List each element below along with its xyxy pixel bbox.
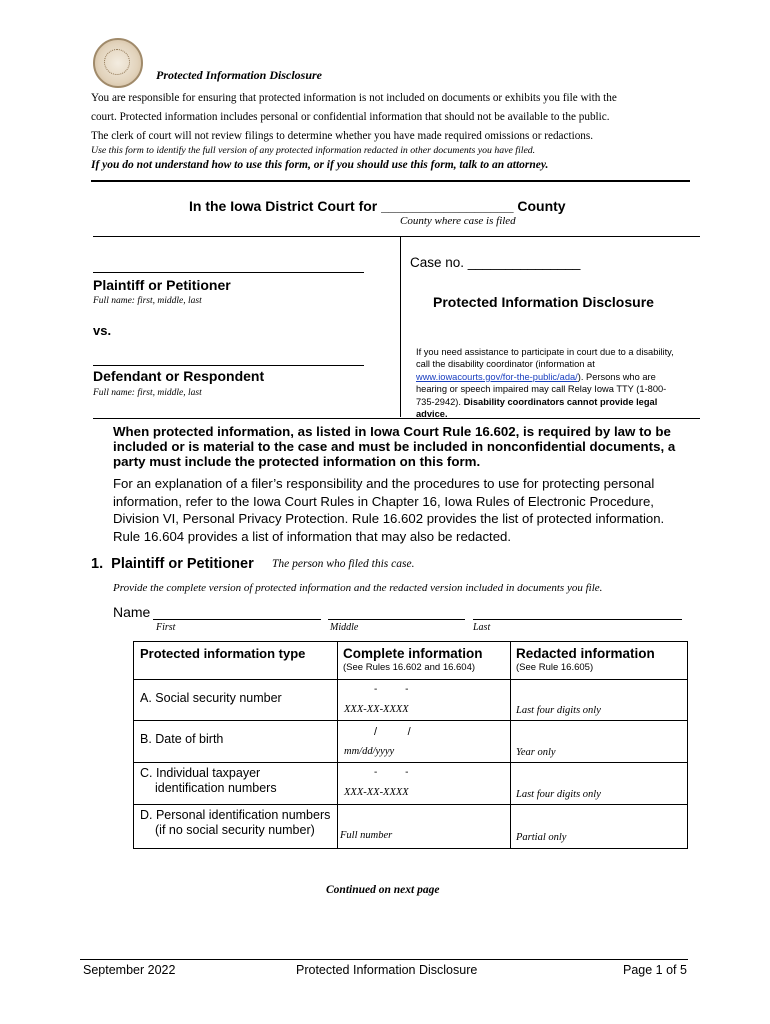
defendant-name-line[interactable] (93, 365, 364, 366)
ada-notice (416, 346, 688, 420)
document-title: Protected Information Disclosure (433, 294, 654, 310)
defendant-label: Defendant or Respondent (93, 368, 265, 384)
type-label-cont: (if no social security number) (155, 823, 315, 837)
section-heading: 1. Plaintiff or Petitioner (91, 556, 254, 572)
type-cell (134, 763, 338, 805)
iowa-court-seal-icon (93, 38, 143, 88)
ada-warning: Disability coordinators cannot provide legal (463, 396, 658, 407)
caption-top-rule (93, 236, 700, 237)
protected-info-table (133, 641, 688, 849)
use-note: Use this form to identify the full version of any protected information redacted in other documents you have filed. (91, 145, 536, 156)
col-redacted-header: Redacted information (516, 646, 655, 661)
complete-cell[interactable] (338, 721, 511, 763)
ada-text: ). Persons who are (577, 371, 656, 382)
redacted-hint: Last four digits only (516, 705, 601, 716)
plaintiff-hint: Full name: first, middle, last (93, 296, 202, 306)
col-complete-sub: (See Rules 16.602 and 16.604) (343, 662, 476, 673)
type-label: B. Date of birth (140, 732, 224, 746)
complete-cell[interactable] (338, 680, 511, 721)
ada-warning: advice. (416, 409, 448, 420)
type-cell (134, 680, 338, 721)
tin-format-hint: XXX-XX-XXXX (344, 787, 409, 798)
type-cell (134, 805, 338, 849)
table-header-cell (134, 642, 338, 680)
redacted-hint: Last four digits only (516, 789, 601, 800)
redacted-hint: Year only (516, 747, 556, 758)
ada-line: If you need assistance to participate in court due to a disability, (416, 347, 674, 357)
pin-format-hint: Full number (340, 830, 393, 841)
type-cell (134, 721, 338, 763)
continued-note: Continued on next page (326, 884, 440, 896)
footer-page-number: Page 1 of 5 (623, 963, 687, 977)
table-row (134, 680, 688, 721)
ada-line: call the disability coordinator (information at (416, 359, 595, 370)
last-name-hint: Last (473, 622, 491, 633)
redacted-cell[interactable] (511, 763, 688, 805)
col-type-header: Protected information type (140, 646, 306, 661)
ada-line: hearing or speech impaired may call Relay Iowa TTY (1-800- (416, 384, 667, 395)
case-number-field[interactable]: Case no. _______________ (410, 255, 581, 270)
table-row (134, 763, 688, 805)
intro-text (91, 89, 617, 146)
type-label: C. Individual taxpayer (140, 766, 261, 780)
type-label-cont: identification numbers (155, 781, 277, 795)
ada-text: 735-2942). (416, 396, 464, 407)
col-redacted-sub: (See Rule 16.605) (516, 662, 594, 673)
complete-cell[interactable] (338, 805, 511, 849)
caption-divider (400, 236, 401, 417)
redacted-cell[interactable] (511, 721, 688, 763)
table-header-cell (511, 642, 688, 680)
ada-link[interactable]: www.iowacourts.gov/for-the-public/ada/ (416, 371, 578, 382)
redacted-hint: Partial only (516, 832, 567, 843)
intro-line: The clerk of court will not review filings to determine whether you have made required omissions or redactions. (91, 130, 594, 142)
plaintiff-name-line[interactable] (93, 272, 364, 273)
footer-rule (80, 959, 688, 960)
defendant-hint: Full name: first, middle, last (93, 388, 202, 398)
versus-label: vs. (93, 323, 112, 338)
date-separators: / / (374, 726, 411, 738)
explanation-line: Division VI, Personal Privacy Protection. Rule 16.602 provides the list of protected information. (113, 511, 665, 526)
explanation-line: information, refer to the Iowa Court Rules in Chapter 16, Iowa Rules of Electronic Procedure, (113, 493, 654, 509)
redacted-cell[interactable] (511, 680, 688, 721)
tin-separators: - - (374, 767, 409, 778)
county-hint: County where case is filed (400, 215, 516, 227)
form-header-title: Protected Information Disclosure (156, 68, 323, 82)
complete-cell[interactable] (338, 763, 511, 805)
caption-bottom-rule (93, 418, 700, 419)
first-name-field[interactable] (153, 619, 321, 620)
intro-line: court. Protected information includes personal or confidential information that should not be available to the public. (91, 111, 610, 123)
explanation-line: For an explanation of a filer’s responsibility and the procedures to use for protecting personal (113, 476, 655, 491)
col-complete-header: Complete information (343, 646, 483, 661)
requirement-line: When protected information, as listed in Iowa Court Rule 16.602, is required by law to be (113, 424, 671, 439)
first-name-hint: First (156, 622, 176, 633)
table-row (134, 805, 688, 849)
ada-line (416, 396, 688, 408)
table-header-cell (338, 642, 511, 680)
table-row (134, 721, 688, 763)
explanation-paragraph (113, 475, 664, 545)
requirement-line: party must include the protected information on this form. (113, 454, 481, 469)
section-instruction: Provide the complete version of protected information and the redacted version included in documents you file. (113, 582, 603, 594)
header-divider (91, 180, 690, 182)
court-title: In the Iowa District Court for _________________ County (189, 198, 566, 214)
requirement-line: included or is material to the case and must be included in nonconfidential documents, a (113, 439, 676, 454)
footer-title: Protected Information Disclosure (296, 963, 478, 977)
name-label: Name (113, 604, 151, 620)
last-name-field[interactable] (473, 619, 682, 620)
table-header-row (134, 642, 688, 680)
ssn-separators: - - (374, 684, 409, 695)
redacted-cell[interactable] (511, 805, 688, 849)
attorney-note: If you do not understand how to use this form, or if you should use this form, talk to an attorney. (91, 159, 549, 171)
plaintiff-label: Plaintiff or Petitioner (93, 277, 231, 293)
middle-name-field[interactable] (328, 619, 465, 620)
section-heading-note: The person who filed this case. (272, 558, 415, 570)
date-format-hint: mm/dd/yyyy (344, 746, 395, 757)
middle-name-hint: Middle (330, 622, 359, 633)
footer-date: September 2022 (83, 963, 176, 977)
explanation-line: Rule 16.604 provides a list of information that may also be redacted. (113, 528, 512, 544)
ada-line (416, 371, 688, 383)
type-label: D. Personal identification numbers (140, 808, 331, 822)
intro-line: You are responsible for ensuring that protected information is not included on documents or exhibits you file with the (91, 92, 617, 104)
ssn-format-hint: XXX-XX-XXXX (344, 704, 409, 715)
requirement-statement (113, 424, 675, 469)
type-label: A. Social security number (140, 691, 282, 705)
